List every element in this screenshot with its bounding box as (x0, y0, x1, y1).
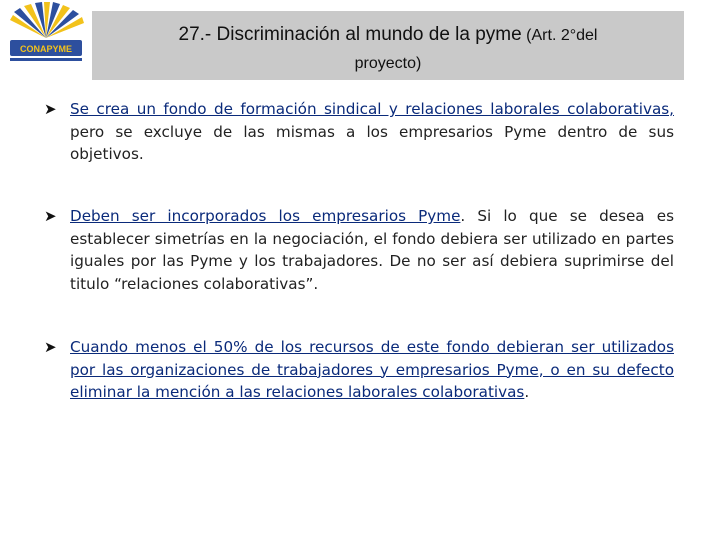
sun-rays-icon (10, 2, 84, 38)
bullet-3-text (70, 336, 674, 404)
logo-wordmark: CONAPYME (19, 44, 73, 54)
arrow-bullet-icon: ➤ (44, 338, 57, 356)
bullet-1-text (70, 98, 674, 166)
title-article: (Art. 2°del (526, 27, 598, 44)
bullet-3-plain: . (524, 383, 530, 401)
bullet-1-plain: pero se excluye de las mismas a los empresarios Pyme dentro de sus objetivos. (70, 122, 674, 163)
bullet-3 (44, 336, 674, 404)
title-box (92, 11, 684, 80)
title-line2: proyecto) (354, 55, 422, 72)
bullet-2-plain: . Si lo que se desea es establecer simetrías en la negociación, el fondo debiera ser utilizado en partes iguales por las Pyme y los trabajadores. De no ser así debiera suprimirse del titulo “relaciones colaborativas”. (70, 207, 674, 293)
bullet-1-underlined: Se crea un fondo de formación sindical y relaciones laborales colaborativas, (70, 100, 674, 118)
bullet-2 (44, 205, 674, 295)
bullet-1 (44, 98, 674, 166)
bullet-2-underlined: Deben ser incorporados los empresarios Pyme (70, 207, 461, 225)
title-main: 27.- Discriminación al mundo de la pyme (178, 24, 522, 45)
conapyme-logo (4, 2, 88, 74)
page-title (92, 21, 684, 78)
arrow-bullet-icon: ➤ (44, 207, 57, 225)
arrow-bullet-icon: ➤ (44, 100, 57, 118)
bullet-2-text (70, 205, 674, 295)
bullet-3-underlined: Cuando menos el 50% de los recursos de este fondo debieran ser utilizados por las organizaciones de trabajadores y empresarios Pyme, o en su defecto eliminar la mención a las relaciones laborales colaborativas (70, 338, 674, 401)
